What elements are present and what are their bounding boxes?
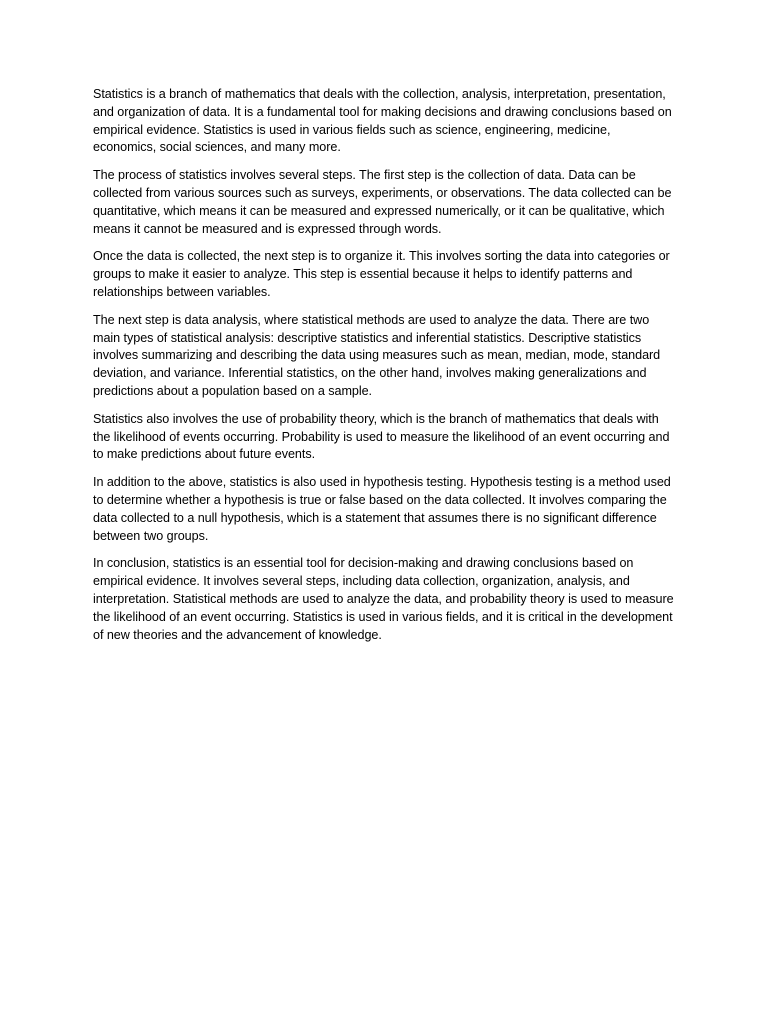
paragraph-probability: Statistics also involves the use of probability theory, which is the branch of mathematics that deals with the likelihood of events occurring. Probability is used to measure the likelihood of an event occurring and to make predictions about future events. — [93, 411, 670, 462]
paragraph-organization: Once the data is collected, the next step is to organize it. This involves sorting the data into categories or groups to make it easier to analyze. This step is essential because it helps to identify patterns and relationships between variables. — [93, 249, 670, 299]
paragraph-conclusion: In conclusion, statistics is an essential tool for decision-making and drawing conclusions based on empirical evidence. It involves several steps, including data collection, organization, analysis, and interpretation. Statistical methods are used to analyze the data, and probability theory is used to measure the likelihood of an event occurring. Statistics is used in various fields, and it is critical in the development of new theories and the advancement of knowledge. — [93, 556, 674, 642]
paragraph-intro: Statistics is a branch of mathematics that deals with the collection, analysis, interpretation, presentation, and organization of data. It is a fundamental tool for making decisions and drawing conclusions based on empirical evidence. Statistics is used in various fields such as science, engineering, medicine, economics, social sciences, and many more. — [93, 87, 672, 155]
paragraph-analysis: The next step is data analysis, where statistical methods are used to analyze the data. There are two main types of statistical analysis: descriptive statistics and inferential statistics. Descriptive statistics involves summarizing and describing the data using measures such as mean, median, mode, standard deviation, and variance. Inferential statistics, on the other hand, involves making generalizations and predictions about a population based on a sample. — [93, 312, 661, 398]
paragraph-process: The process of statistics involves several steps. The first step is the collection of data. Data can be collected from various sources such as surveys, experiments, or observations. The data collected can be quantitative, which means it can be measured and expressed numerically, or it can be qualitative, which means it cannot be measured and is expressed through words. — [93, 168, 672, 236]
paragraph-hypothesis: In addition to the above, statistics is also used in hypothesis testing. Hypothesis testing is a method used to determine whether a hypothesis is true or false based on the data collected. It involves comparing the data collected to a null hypothesis, which is a statement that assumes there is no significant difference between two groups. — [93, 475, 671, 543]
